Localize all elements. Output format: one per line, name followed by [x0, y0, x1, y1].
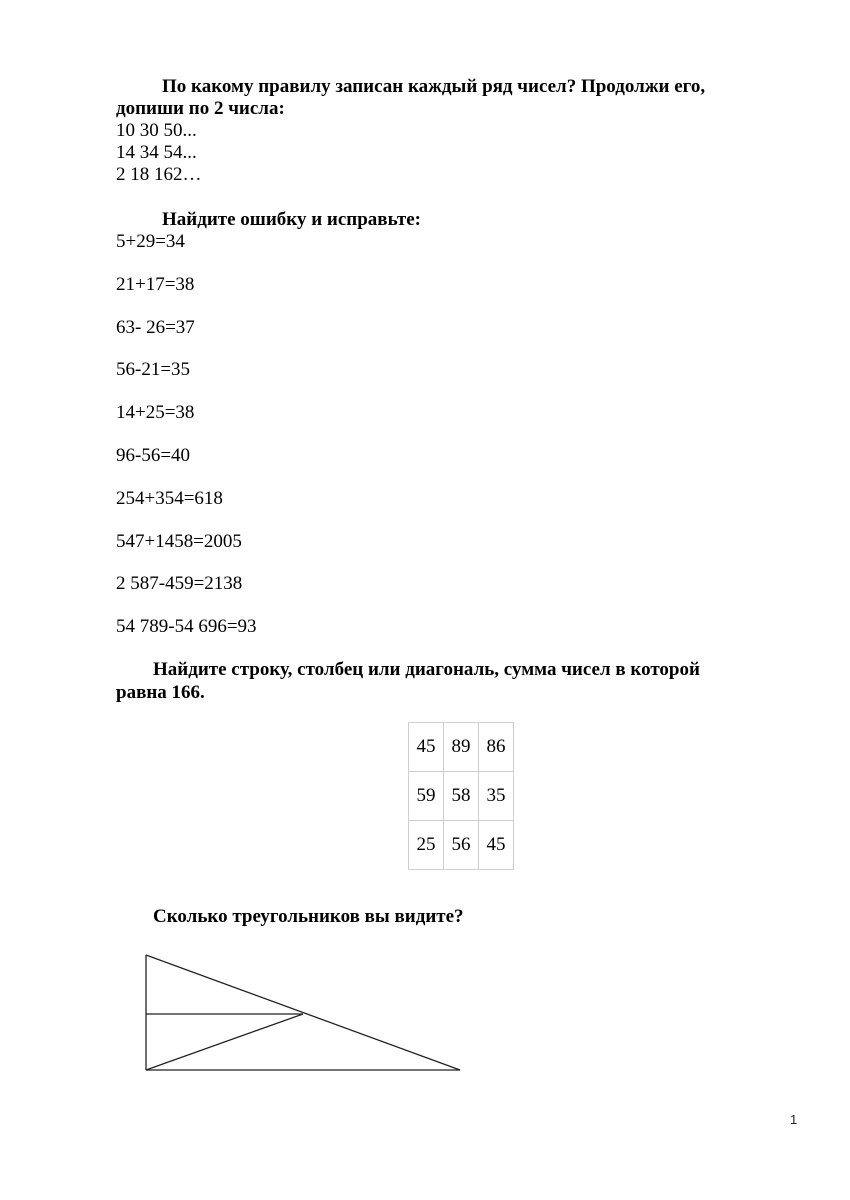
- grid-task-heading-line2: равна 166.: [116, 682, 205, 703]
- sequence-task-heading-line1: По какому правилу записан каждый ряд чисел? Продолжи его,: [162, 76, 706, 97]
- grid-cell: 35: [479, 772, 514, 821]
- grid-task-heading-line1: Найдите строку, столбец или диагональ, сумма чисел в которой: [153, 659, 700, 680]
- grid-cell: 58: [444, 772, 479, 821]
- equation-line: 254+354=618: [116, 488, 223, 509]
- grid-cell: 25: [409, 821, 444, 870]
- grid-cell: 56: [444, 821, 479, 870]
- sequence-line: 14 34 54...: [116, 142, 197, 163]
- sequence-line: 2 18 162…: [116, 164, 202, 185]
- equation-line: 54 789-54 696=93: [116, 616, 257, 637]
- page-number: 1: [790, 1112, 798, 1127]
- equation-line: 63- 26=37: [116, 317, 195, 338]
- grid-cell: 86: [479, 723, 514, 772]
- equation-line: 5+29=34: [116, 231, 185, 252]
- error-task-heading: Найдите ошибку и исправьте:: [162, 209, 421, 230]
- sequence-line: 10 30 50...: [116, 120, 197, 141]
- triangle-task-heading: Сколько треугольников вы видите?: [153, 906, 464, 927]
- grid-cell: 59: [409, 772, 444, 821]
- equation-line: 21+17=38: [116, 274, 195, 295]
- equation-line: 14+25=38: [116, 402, 195, 423]
- sequence-task-heading-line2: допиши по 2 числа:: [116, 98, 285, 119]
- grid-cell: 45: [409, 723, 444, 772]
- grid-cell: 89: [444, 723, 479, 772]
- equation-line: 56-21=35: [116, 359, 191, 380]
- equation-line: 547+1458=2005: [116, 531, 242, 552]
- grid-cell: 45: [479, 821, 514, 870]
- triangle-inner-diagonal: [146, 1014, 303, 1070]
- equation-line: 2 587-459=2138: [116, 573, 243, 594]
- equation-line: 96-56=40: [116, 445, 191, 466]
